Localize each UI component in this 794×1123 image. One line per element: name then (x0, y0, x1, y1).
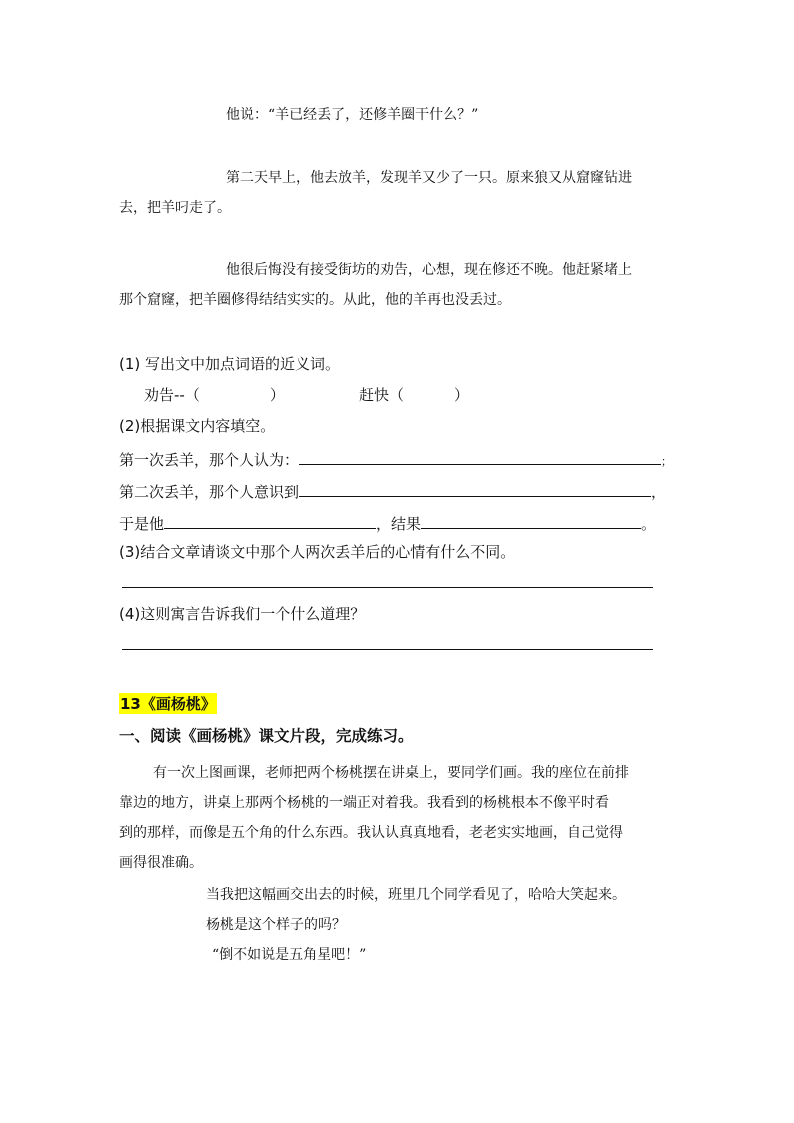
passage-paragraph: 他很后悔没有接受街坊的劝告，心想，现在修还不晚。他赶紧堵上 (226, 262, 632, 278)
q1-word2-label: 赶快（ (359, 386, 405, 404)
q2-blank-2[interactable] (299, 480, 651, 497)
q1-word-jianggao (144, 384, 285, 405)
q1-word-ganjin (359, 384, 469, 405)
q2-blank-3[interactable] (164, 512, 376, 529)
q2-line1-label: 第一次丢羊，那个人认为： (119, 451, 300, 469)
reading-paragraph: 当我把这幅画交出去的时候，班里几个同学看见了，哈哈大笑起来。 (206, 887, 626, 903)
reading-paragraph-continued: 画得很准确。 (119, 855, 203, 871)
question-2: (2)根据课文内容填空。 (119, 417, 276, 435)
q4-answer-line[interactable] (122, 649, 653, 650)
question-3: (3)结合文章请谈文中那个人两次丢羊后的心情有什么不同。 (119, 543, 516, 561)
q2-line-3 (119, 512, 656, 534)
q1-word1-label: 劝告--（ (144, 386, 200, 404)
q1-word2-close: ） (454, 386, 470, 404)
q1-word1-close: ） (269, 386, 285, 404)
reading-paragraph: 有一次上图画课，老师把两个杨桃摆在讲桌上，要同学们画。我的座位在前排 (153, 765, 629, 781)
reading-paragraph-continued: 到的那样，而像是五个角的什么东西。我认认真真地看，老老实实地画，自己觉得 (119, 825, 623, 841)
q2-line1-end: ； (661, 455, 673, 468)
question-1: (1) 写出文中加点词语的近义词。 (119, 355, 341, 373)
q2-line3-end: 。 (641, 515, 657, 533)
passage-paragraph-continued: 那个窟窿，把羊圈修得结结实实的。从此，他的羊再也没丢过。 (119, 292, 511, 308)
reading-paragraph: “倒不如说是五角星吧！” (212, 947, 367, 963)
q2-blank-1[interactable] (299, 448, 661, 465)
q2-line2-label: 第二次丢羊，那个人意识到 (119, 483, 300, 501)
q2-line3-label-a: 于是他 (119, 515, 165, 533)
q2-line-1 (119, 448, 672, 470)
reading-paragraph-continued: 靠边的地方，讲桌上那两个杨桃的一端正对着我。我看到的杨桃根本不像平时看 (119, 795, 609, 811)
q2-blank-4[interactable] (421, 512, 641, 529)
section-heading: 13《画杨桃》 (120, 695, 216, 713)
passage-paragraph: 他说：“羊已经丢了，还修羊圈干什么？” (226, 107, 479, 123)
question-4: (4)这则寓言告诉我们一个什么道理？ (119, 605, 366, 623)
q2-line-2 (119, 480, 666, 502)
passage-paragraph-continued: 去，把羊叼走了。 (119, 200, 231, 216)
section-task: 一、阅读《画杨桃》课文片段，完成练习。 (119, 727, 414, 745)
q2-line3-label-b: ，结果 (376, 515, 422, 533)
q3-answer-line[interactable] (122, 587, 653, 588)
q2-line2-end: ， (651, 483, 667, 501)
reading-paragraph: 杨桃是这个样子的吗？ (206, 917, 346, 933)
passage-paragraph: 第二天早上，他去放羊，发现羊又少了一只。原来狼又从窟窿钻进 (226, 170, 632, 186)
